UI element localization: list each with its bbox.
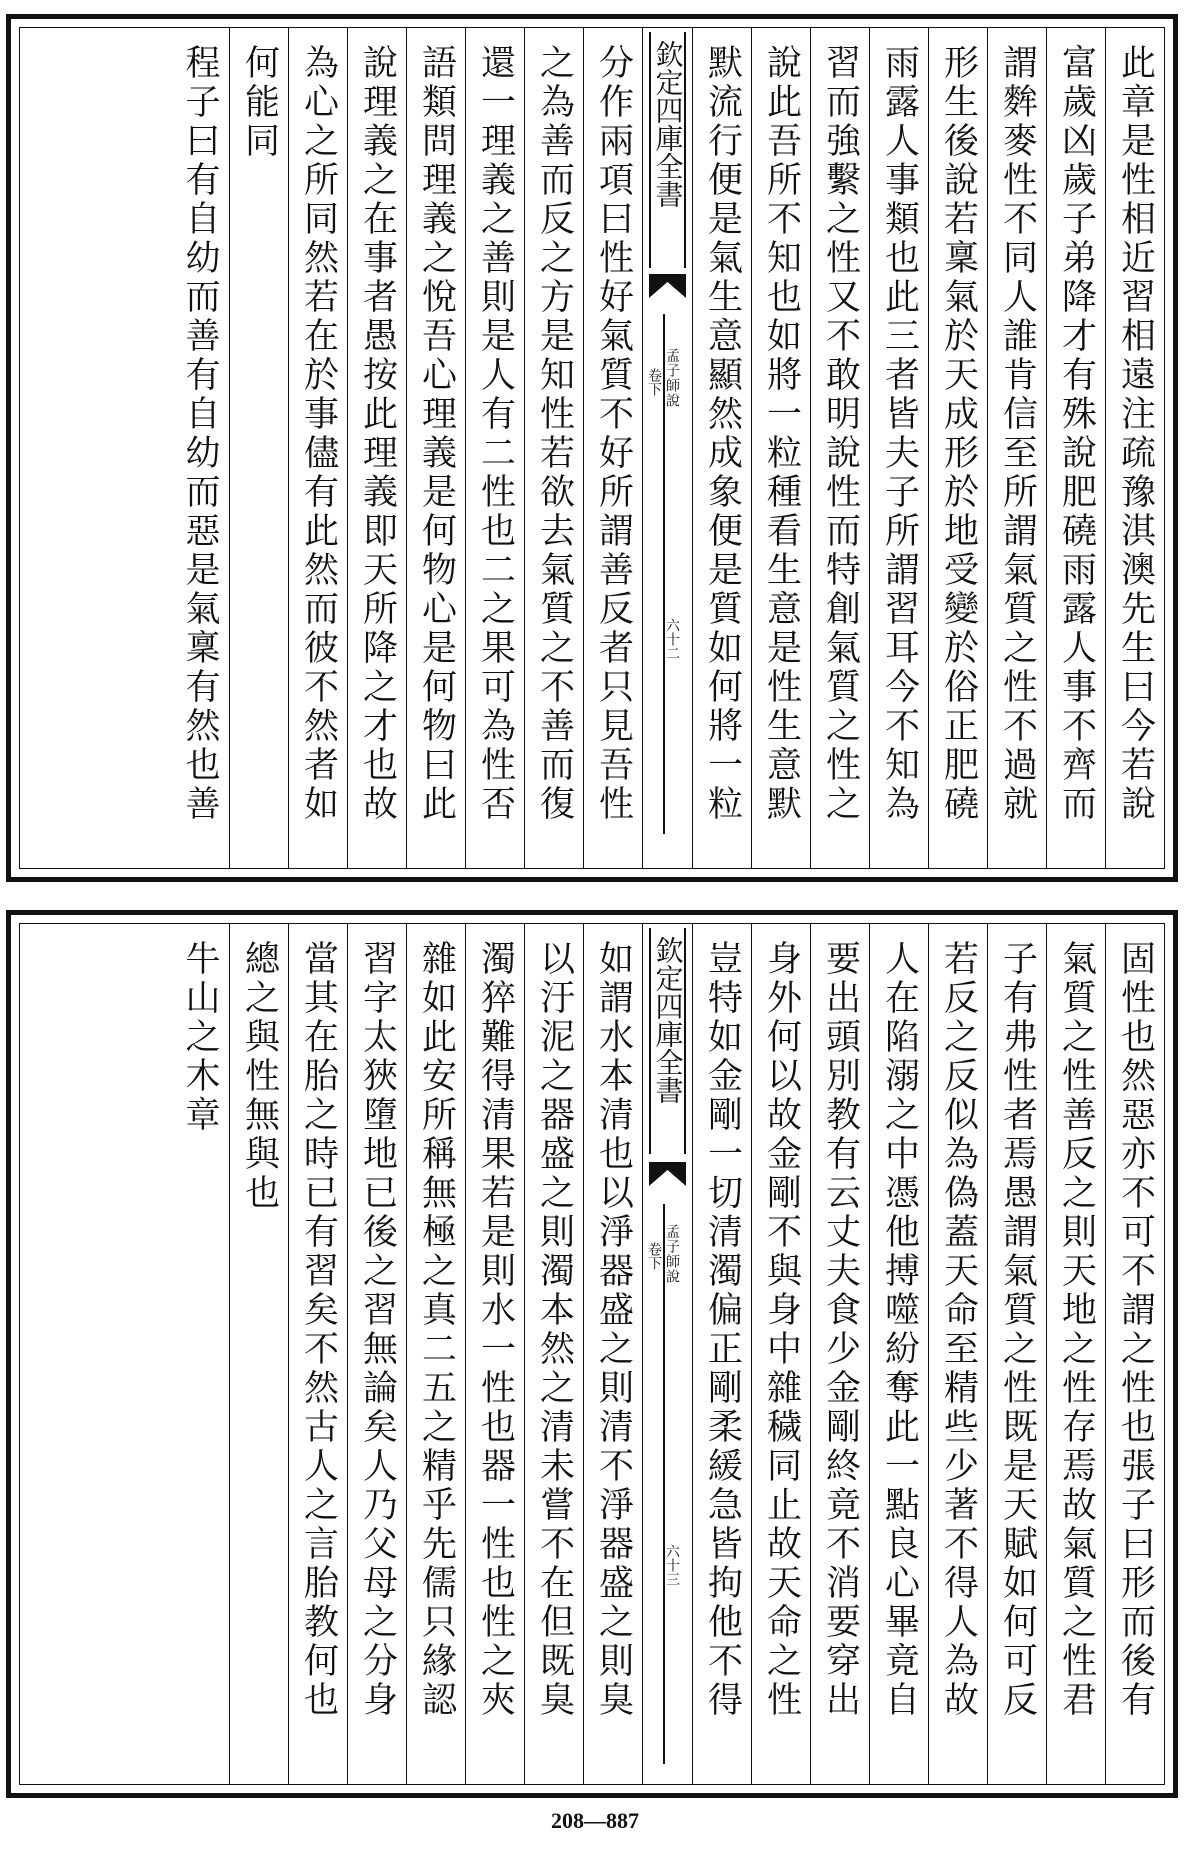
column-text: 為心之所同然若在於事儘有此然而彼不然者如 — [298, 44, 339, 824]
center-rule — [663, 1204, 665, 1764]
column-text: 總之與性無與也 — [239, 940, 280, 1213]
book-title: 孟子師說 — [664, 1224, 680, 1284]
top-page-frame — [19, 27, 1165, 869]
text-column — [347, 28, 406, 868]
column-text: 之為善而反之方是知性若欲去氣質之不善而復 — [534, 44, 575, 824]
text-column — [810, 924, 869, 1784]
bottom-page — [6, 910, 1178, 1798]
column-text: 程子曰有自幼而善有自幼而惡是氣稟有然也善 — [180, 44, 220, 824]
column-text: 牛山之木章 — [180, 940, 220, 1135]
column-text: 當其在胎之時已有習矣不然古人之言胎教何也 — [298, 940, 339, 1720]
column-text: 此章是性相近習相遠注疏豫淇澳先生曰今若說 — [1115, 44, 1156, 824]
text-column — [406, 28, 465, 868]
text-column — [692, 28, 751, 868]
column-text: 豈特如金剛一切清濁偏正剛柔緩急皆拘他不得 — [702, 940, 743, 1720]
column-text: 固性也然惡亦不可不謂之性也張子曰形而後有 — [1115, 940, 1156, 1720]
column-text: 人在陷溺之中憑他搏噬紛奪此一點良心畢竟自 — [879, 940, 920, 1720]
column-text: 說此吾所不知也如將一粒種看生意是性生意默 — [761, 44, 802, 824]
text-column — [1046, 28, 1105, 868]
folio-number: 六十三 — [664, 1544, 680, 1586]
text-column — [288, 924, 347, 1784]
column-text: 語類問理義之悅吾心理義是何物心是何物曰此 — [416, 44, 457, 824]
text-column — [583, 28, 642, 868]
text-column — [928, 28, 987, 868]
column-text: 習字太狹墮地已後之習無論矣人乃父母之分身 — [357, 940, 398, 1720]
series-title: 欽定四庫全書 — [649, 928, 686, 1154]
text-column — [810, 28, 869, 868]
text-column — [406, 924, 465, 1784]
text-column — [751, 28, 810, 868]
column-text: 要出頭別教有云丈夫食少金剛終竟不消要穿出 — [820, 940, 861, 1720]
column-text: 如謂水本清也以淨器盛之則清不淨器盛之則臭 — [593, 940, 634, 1720]
text-column — [869, 924, 928, 1784]
text-column — [583, 924, 642, 1784]
column-text: 默流行便是氣生意顯然成象便是質如何將一粒 — [702, 44, 743, 824]
text-column — [347, 924, 406, 1784]
page-number: 208—887 — [551, 1808, 639, 1833]
center-strip — [642, 924, 692, 1784]
text-column — [692, 924, 751, 1784]
top-page — [6, 14, 1178, 882]
fish-tail-mark — [649, 1162, 686, 1186]
folio-number: 六十二 — [664, 618, 680, 660]
juan-label: 卷下 — [646, 1242, 662, 1270]
column-text: 還一理義之善則是人有二性也二之果可為性否 — [475, 44, 516, 824]
text-column — [987, 924, 1046, 1784]
text-column — [465, 28, 524, 868]
text-column — [1105, 28, 1164, 868]
column-text: 雨露人事類也此三者皆夫子所謂習耳今不知為 — [879, 44, 920, 824]
text-column — [751, 924, 810, 1784]
text-column — [229, 924, 288, 1784]
column-text: 濁猝難得清果若是則水一性也器一性也性之夾 — [475, 940, 516, 1720]
juan-label: 卷下 — [646, 368, 662, 396]
text-column — [869, 28, 928, 868]
column-text: 雜如此安所稱無極之真二五之精乎先儒只緣認 — [416, 940, 457, 1720]
book-title: 孟子師說 — [664, 348, 680, 408]
bottom-page-frame — [19, 923, 1165, 1785]
text-column — [1046, 924, 1105, 1784]
fish-tail-mark — [649, 274, 686, 298]
column-text: 說理義之在事者愚按此理義即天所降之才也故 — [357, 44, 398, 824]
column-text: 習而強繫之性又不敢明說性而特創氣質之性之 — [820, 44, 861, 824]
center-strip — [642, 28, 692, 868]
series-title: 欽定四庫全書 — [649, 32, 686, 268]
text-column — [465, 924, 524, 1784]
text-column — [524, 28, 583, 868]
column-text: 富歲凶歲子弟降才有殊說肥磽雨露人事不齊而 — [1056, 44, 1097, 824]
column-text: 身外何以故金剛不與身中雜穢同止故天命之性 — [761, 940, 802, 1720]
column-text: 子有弗性者焉愚謂氣質之性既是天賦如何可反 — [997, 940, 1038, 1720]
text-column — [170, 28, 229, 868]
column-text: 分作兩項曰性好氣質不好所謂善反者只見吾性 — [593, 44, 634, 824]
text-column — [987, 28, 1046, 868]
column-text: 何能同 — [239, 44, 280, 161]
text-column — [524, 924, 583, 1784]
column-text: 謂麰麥性不同人誰肯信至所謂氣質之性不過就 — [997, 44, 1038, 824]
text-column — [229, 28, 288, 868]
column-text: 以汙泥之器盛之則濁本然之清未嘗不在但既臭 — [534, 940, 575, 1720]
column-text: 若反之反似為偽蓋天命至精些少著不得人為故 — [938, 940, 979, 1720]
text-column — [170, 924, 229, 1784]
text-column — [1105, 924, 1164, 1784]
column-text: 形生後說若稟氣於天成形於地受變於俗正肥磽 — [938, 44, 979, 824]
text-column — [928, 924, 987, 1784]
column-text: 氣質之性善反之則天地之性存焉故氣質之性君 — [1056, 940, 1097, 1720]
text-column — [288, 28, 347, 868]
